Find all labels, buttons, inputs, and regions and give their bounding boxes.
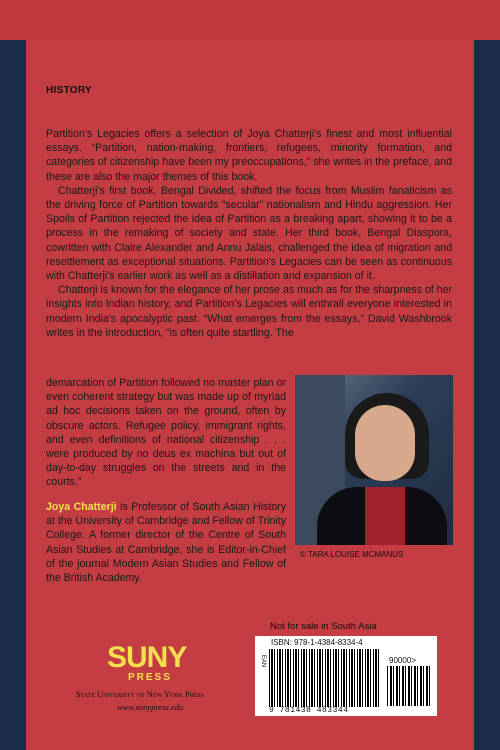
author-face [355,405,415,481]
paragraph-1: Partition's Legacies offers a selection of Joya Chatterji's finest and most influential essays. “Partition, nation-making, frontiers, refugees, minority formation, and categories of citizenship have been my preoccupations,” she writes in the preface, and these are also the major themes of this book. [46,128,452,183]
description-text [46,127,452,340]
publisher-logo-press: PRESS [128,672,172,683]
photo-credit: © TARA LOUISE MCMANUS [300,550,404,559]
barcode-box [255,636,437,716]
author-shirt [365,487,405,545]
paragraph-2: Chatterji's first book, Bengal Divided, shifted the focus from Muslim fanaticism as the driving force of Partition towards “secular” nationalism and Hindu aggression. Her Spoils of Partition rejected the idea of Partition as a breaking apart, showing it to be a process in the remaking of society and state. Her third book, Bengal Diaspora, cowritten with Claire Alexander and Annu Jalais, challenged the idea of migration and resettlement as exceptional situations. Partition's Legacies can be seen as continuous with Chatterji's earlier work as well as a distillation and expansion of it. [46,184,452,283]
category-label: HISTORY [46,85,92,96]
ean-label: EAN [260,654,267,668]
publisher-url: www.sunypress.edu [117,702,184,712]
main-barcode [269,649,381,707]
wrapped-quote-text: demarcation of Partition followed no master plan or even coherent strategy but was made up of myriad ad hoc decisions taken on the ground, often by obscure actors. Refugee policy, immigrant rights, and even definitions of national citizenship . . . were produced by no deus ex machina but out of day-to-day struggles on the streets and in the courts.” [46,377,286,489]
price-barcode [387,666,431,706]
author-name: Joya Chatterji [46,501,117,513]
paragraph-3: Chatterji is known for the elegance of her prose as much as for the sharpness of her insights into Indian history, and Partition's Legacies will enthrall everyone interested in modern India's apocalyptic past. “What emerges from the essays,” David Washbrook writes in the introduction, “is often quite startling. The [46,284,452,339]
isbn-text: ISBN: 978-1-4384-8334-4 [271,638,363,647]
price-code: 90000> [389,656,416,665]
right-navy-border [474,40,500,750]
publisher-logo: SUNY [107,641,187,674]
not-for-sale-note: Not for sale in South Asia [270,621,377,632]
left-navy-border [0,40,26,750]
author-photo [295,375,453,545]
author-bio-text: is Professor of South Asian History at the University of Cambridge and Fellow of Trinity College. A former director of the Centre of South Asian Studies at Cambridge, she is Editor-in-Chief of the journal Modern Asian Studies and Fellow of the British Academy. [46,501,286,585]
top-red-band [0,0,500,40]
publisher-name: State University of New York Press [76,689,205,699]
author-bio [46,500,286,585]
barcode-number: 9 781438 483344 [269,706,349,715]
